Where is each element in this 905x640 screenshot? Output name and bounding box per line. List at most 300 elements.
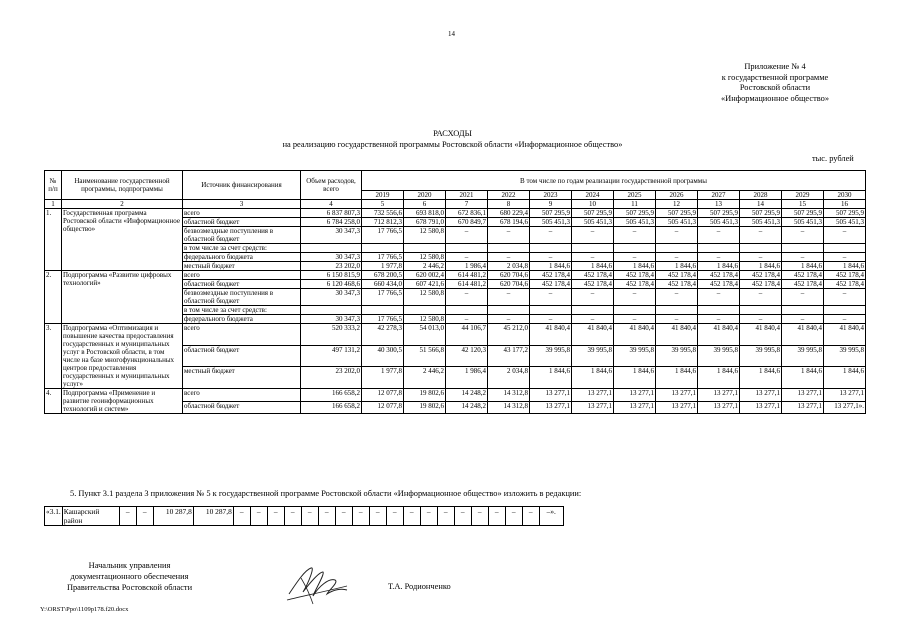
year-header: 2027: [698, 191, 740, 200]
table-row: [45, 271, 866, 280]
year-value: 452 178,4: [656, 271, 698, 280]
year-value: 1 977,8: [362, 262, 404, 271]
funding-source: областной бюджет: [183, 280, 301, 289]
total-value: [301, 244, 362, 253]
year-value: 42 278,3: [362, 324, 404, 346]
amendment-cell: 10 287,8: [153, 507, 193, 526]
amendment-cell: –: [352, 507, 369, 526]
funding-source: всего: [183, 209, 301, 218]
year-value: [740, 306, 782, 315]
year-value: –: [824, 253, 866, 262]
year-value: –: [740, 227, 782, 244]
year-value: 507 295,9: [782, 209, 824, 218]
year-value: [488, 306, 530, 315]
year-value: 41 840,4: [740, 324, 782, 346]
total-value: [301, 306, 362, 315]
column-number: 11: [614, 200, 656, 209]
title-line: РАСХОДЫ: [433, 129, 472, 138]
funding-source: безвозмездные поступления в областной бюджет: [183, 227, 301, 244]
year-value: 12 580,8: [404, 253, 446, 262]
year-value: 1 844,6: [614, 262, 656, 271]
year-value: –: [698, 315, 740, 324]
funding-source: всего: [183, 324, 301, 346]
year-value: –: [488, 253, 530, 262]
year-value: 1 844,6: [572, 262, 614, 271]
year-value: 452 178,4: [824, 271, 866, 280]
year-value: –: [488, 315, 530, 324]
year-value: 2 034,8: [488, 262, 530, 271]
column-number: 10: [572, 200, 614, 209]
year-value: 1 844,6: [656, 367, 698, 389]
year-value: 41 840,4: [656, 324, 698, 346]
year-value: 41 840,4: [824, 324, 866, 346]
year-value: –: [488, 227, 530, 244]
year-value: 41 840,4: [698, 324, 740, 346]
year-value: 12 580,8: [404, 227, 446, 244]
program-name: Подпрограмма «Оптимизация и повышение качества предоставления государственных и муниципальных услуг в Ростовской области, в том числе на базе многофункциональных центров предоставления государственных и муниципальных услуг»: [62, 324, 183, 389]
year-value: –: [614, 289, 656, 306]
funding-source: в том числе за счет средств:: [183, 244, 301, 253]
year-value: 41 840,4: [782, 324, 824, 346]
year-value: 13 277,1: [824, 389, 866, 402]
total-value: 497 131,2: [301, 345, 362, 367]
year-value: 452 178,4: [698, 271, 740, 280]
year-value: [446, 306, 488, 315]
year-value: 1 844,6: [572, 367, 614, 389]
amendment-cell: –: [301, 507, 318, 526]
funding-source: федерального бюджета: [183, 315, 301, 324]
year-value: 507 295,9: [614, 209, 656, 218]
year-value: –: [782, 315, 824, 324]
year-value: –: [824, 315, 866, 324]
amendment-cell: Кашарский район: [62, 507, 119, 526]
year-value: 13 277,1: [782, 401, 824, 414]
year-value: 12 580,8: [404, 315, 446, 324]
year-value: 1 844,6: [698, 262, 740, 271]
amendment-cell: –: [522, 507, 539, 526]
total-value: 6 120 468,6: [301, 280, 362, 289]
year-value: –: [614, 253, 656, 262]
column-number: 14: [740, 200, 782, 209]
total-value: 30 347,3: [301, 315, 362, 324]
year-value: 1 844,6: [824, 262, 866, 271]
column-number: 3: [183, 200, 301, 209]
year-value: 40 300,5: [362, 345, 404, 367]
program-name: Подпрограмма «Применение и развитие геоинформационных технологий и систем»: [62, 389, 183, 414]
year-value: 17 766,5: [362, 253, 404, 262]
total-value: 6 837 807,3: [301, 209, 362, 218]
year-value: [572, 244, 614, 253]
year-value: 732 556,6: [362, 209, 404, 218]
year-value: [782, 244, 824, 253]
amendment-cell: –».: [539, 507, 563, 526]
row-number: 3.: [45, 324, 62, 389]
signature-position: [47, 560, 212, 593]
year-value: 660 434,0: [362, 280, 404, 289]
appendix-header: [700, 62, 850, 104]
amendment-cell: –: [233, 507, 250, 526]
year-value: –: [740, 253, 782, 262]
year-value: 620 704,6: [488, 280, 530, 289]
year-value: 452 178,4: [614, 271, 656, 280]
funding-source: областной бюджет: [183, 345, 301, 367]
year-value: 452 178,4: [698, 280, 740, 289]
year-value: 452 178,4: [614, 280, 656, 289]
position-line: Начальник управления: [88, 561, 171, 570]
amendment-cell: –: [420, 507, 437, 526]
year-header: 2024: [572, 191, 614, 200]
year-value: –: [572, 289, 614, 306]
year-value: –: [740, 289, 782, 306]
funding-source: областной бюджет: [183, 401, 301, 414]
amendment-cell: –: [335, 507, 352, 526]
year-value: –: [698, 227, 740, 244]
year-value: 1 844,6: [740, 367, 782, 389]
year-value: 17 766,5: [362, 315, 404, 324]
year-value: 13 277,1: [656, 389, 698, 402]
year-value: 19 802,6: [404, 389, 446, 402]
year-value: 12 580,8: [404, 289, 446, 306]
funding-source: местный бюджет: [183, 367, 301, 389]
year-value: [404, 244, 446, 253]
year-value: 452 178,4: [740, 271, 782, 280]
year-value: 13 277,1: [698, 389, 740, 402]
amendment-cell: –: [437, 507, 454, 526]
year-value: 39 995,8: [614, 345, 656, 367]
year-value: [698, 244, 740, 253]
year-value: 14 312,8: [488, 389, 530, 402]
amendment-cell: –: [284, 507, 301, 526]
column-number: 6: [404, 200, 446, 209]
year-value: –: [782, 253, 824, 262]
year-value: –: [614, 227, 656, 244]
year-value: 680 229,4: [488, 209, 530, 218]
column-number: 5: [362, 200, 404, 209]
amendment-cell: –: [403, 507, 420, 526]
year-value: 13 277,1: [614, 389, 656, 402]
year-value: –: [782, 289, 824, 306]
funding-source: безвозмездные поступления в областной бюджет: [183, 289, 301, 306]
year-value: –: [446, 289, 488, 306]
year-value: 452 178,4: [530, 271, 572, 280]
year-value: 614 481,2: [446, 271, 488, 280]
year-value: 1 986,4: [446, 367, 488, 389]
year-value: [782, 306, 824, 315]
year-header: 2022: [488, 191, 530, 200]
amendment-cell: –: [471, 507, 488, 526]
year-value: 13 277,1: [572, 389, 614, 402]
year-value: [614, 306, 656, 315]
column-number: 12: [656, 200, 698, 209]
year-value: 505 451,3: [614, 218, 656, 227]
page-number: 14: [448, 30, 455, 38]
paragraph-5: 5. Пункт 3.1 раздела 3 приложения № 5 к государственной программе Ростовской области «Информационное общество» изложить в редакции:: [70, 489, 582, 498]
year-value: 13 277,1: [530, 401, 572, 414]
year-value: 452 178,4: [572, 280, 614, 289]
year-value: [824, 306, 866, 315]
appendix-line: «Информационное общество»: [720, 93, 830, 103]
year-value: 12 077,8: [362, 389, 404, 402]
year-value: –: [698, 253, 740, 262]
handwritten-signature-image: [283, 560, 353, 608]
column-number: 8: [488, 200, 530, 209]
amendment-cell: –: [250, 507, 267, 526]
year-value: 452 178,4: [530, 280, 572, 289]
column-numbers-row: [45, 200, 866, 209]
year-header: 2025: [614, 191, 656, 200]
row-number: 4.: [45, 389, 62, 414]
year-value: [404, 306, 446, 315]
total-value: 23 202,0: [301, 262, 362, 271]
year-value: 2 446,2: [404, 367, 446, 389]
table-row: [45, 389, 866, 402]
year-header: 2028: [740, 191, 782, 200]
total-value: 30 347,3: [301, 227, 362, 244]
year-value: 41 840,4: [614, 324, 656, 346]
position-line: документационного обеспечения: [70, 572, 189, 581]
column-number: 2: [62, 200, 183, 209]
appendix-line: Ростовской области: [739, 83, 811, 93]
year-value: 672 836,1: [446, 209, 488, 218]
year-value: 42 120,3: [446, 345, 488, 367]
year-value: 1 844,6: [656, 262, 698, 271]
year-value: 2 034,8: [488, 367, 530, 389]
year-value: [656, 306, 698, 315]
header-name: Наименование государственной программы, подпрограммы: [62, 171, 183, 200]
row-number: 1.: [45, 209, 62, 271]
amendment-cell: –: [267, 507, 284, 526]
year-value: –: [656, 315, 698, 324]
amendment-cell: –: [318, 507, 335, 526]
total-value: 23 202,0: [301, 367, 362, 389]
year-value: 1 844,6: [698, 367, 740, 389]
year-value: [362, 306, 404, 315]
year-value: –: [530, 227, 572, 244]
program-name: Подпрограмма «Развитие цифровых технологий»: [62, 271, 183, 324]
total-value: 166 658,2: [301, 389, 362, 402]
year-value: 678 791,0: [404, 218, 446, 227]
year-value: –: [824, 289, 866, 306]
year-value: 452 178,4: [782, 271, 824, 280]
year-value: 39 995,8: [572, 345, 614, 367]
funding-source: местный бюджет: [183, 262, 301, 271]
year-value: [656, 244, 698, 253]
year-value: 1 844,6: [740, 262, 782, 271]
year-value: 507 295,9: [656, 209, 698, 218]
year-value: 452 178,4: [782, 280, 824, 289]
year-value: –: [488, 289, 530, 306]
year-value: 12 077,8: [362, 401, 404, 414]
year-value: –: [446, 227, 488, 244]
total-value: 520 333,2: [301, 324, 362, 346]
year-value: –: [572, 315, 614, 324]
signatory-name: Т.А. Родионченко: [388, 582, 451, 591]
year-value: 14 248,2: [446, 401, 488, 414]
amendment-cell: –: [386, 507, 403, 526]
year-value: [614, 244, 656, 253]
year-value: 1 844,6: [782, 367, 824, 389]
year-value: –: [698, 289, 740, 306]
year-value: 39 995,8: [782, 345, 824, 367]
year-value: 1 986,4: [446, 262, 488, 271]
year-value: 452 178,4: [824, 280, 866, 289]
year-value: –: [530, 315, 572, 324]
program-name: Государственная программа Ростовской области «Информационное общество»: [62, 209, 183, 271]
total-value: 30 347,3: [301, 253, 362, 262]
year-header: 2029: [782, 191, 824, 200]
year-value: 14 312,8: [488, 401, 530, 414]
total-value: 6 150 815,9: [301, 271, 362, 280]
year-value: [740, 244, 782, 253]
year-value: 507 295,9: [824, 209, 866, 218]
table-row: [45, 324, 866, 346]
header-source: Источник финансирования: [183, 171, 301, 200]
year-value: 505 451,3: [698, 218, 740, 227]
year-value: 607 421,6: [404, 280, 446, 289]
year-value: 452 178,4: [740, 280, 782, 289]
year-value: 505 451,3: [824, 218, 866, 227]
amendment-cell: –: [136, 507, 153, 526]
year-value: –: [656, 227, 698, 244]
year-value: 693 818,0: [404, 209, 446, 218]
year-value: 17 766,5: [362, 227, 404, 244]
year-value: 39 995,8: [740, 345, 782, 367]
year-header: 2020: [404, 191, 446, 200]
year-value: 507 295,9: [572, 209, 614, 218]
amendment-cell: «3.1.: [45, 507, 63, 526]
funding-source: областной бюджет: [183, 218, 301, 227]
year-value: 507 295,9: [530, 209, 572, 218]
year-header: 2026: [656, 191, 698, 200]
year-value: 43 177,2: [488, 345, 530, 367]
column-number: 4: [301, 200, 362, 209]
column-number: 7: [446, 200, 488, 209]
year-value: 1 844,6: [782, 262, 824, 271]
year-value: –: [614, 315, 656, 324]
appendix-line: к государственной программе: [721, 72, 829, 82]
year-value: 678 200,5: [362, 271, 404, 280]
year-value: [488, 244, 530, 253]
column-number: 16: [824, 200, 866, 209]
year-value: 39 995,8: [530, 345, 572, 367]
year-value: [530, 244, 572, 253]
file-path: Y:\ORST\Ppo\1109p178.f20.docx: [40, 606, 129, 613]
amendment-cell: –: [454, 507, 471, 526]
total-value: 6 784 258,0: [301, 218, 362, 227]
year-value: 13 277,1: [740, 401, 782, 414]
column-number: 1: [45, 200, 62, 209]
year-value: 620 704,6: [488, 271, 530, 280]
expenses-table: [44, 170, 866, 414]
year-value: 13 277,1: [572, 401, 614, 414]
year-value: 507 295,9: [698, 209, 740, 218]
year-value: 505 451,3: [656, 218, 698, 227]
year-value: –: [656, 289, 698, 306]
year-value: 620 002,4: [404, 271, 446, 280]
funding-source: федерального бюджета: [183, 253, 301, 262]
table-row: [45, 209, 866, 218]
amendment-row: [45, 507, 564, 526]
year-value: 41 840,4: [572, 324, 614, 346]
year-value: [572, 306, 614, 315]
table-header-row: [45, 171, 866, 191]
year-value: [362, 244, 404, 253]
year-value: 614 481,2: [446, 280, 488, 289]
row-number: 2.: [45, 271, 62, 324]
year-value: –: [782, 227, 824, 244]
amendment-cell: –: [488, 507, 505, 526]
year-value: –: [824, 227, 866, 244]
year-value: 51 566,8: [404, 345, 446, 367]
year-value: 1 844,6: [614, 367, 656, 389]
year-value: 45 212,0: [488, 324, 530, 346]
header-no: № п/п: [45, 171, 62, 200]
year-value: 14 248,2: [446, 389, 488, 402]
year-value: 505 451,3: [530, 218, 572, 227]
year-value: –: [530, 253, 572, 262]
year-value: 712 812,3: [362, 218, 404, 227]
year-value: [824, 244, 866, 253]
unit-label: тыс. рублей: [812, 154, 854, 163]
year-value: 41 840,4: [530, 324, 572, 346]
year-value: [530, 306, 572, 315]
year-value: 54 013,0: [404, 324, 446, 346]
year-value: 452 178,4: [572, 271, 614, 280]
year-value: 13 277,1: [656, 401, 698, 414]
year-value: 1 844,6: [530, 262, 572, 271]
year-value: 505 451,3: [572, 218, 614, 227]
year-value: 1 844,6: [824, 367, 866, 389]
year-value: 505 451,3: [782, 218, 824, 227]
year-value: 39 995,8: [656, 345, 698, 367]
year-value: –: [740, 315, 782, 324]
year-value: 507 295,9: [740, 209, 782, 218]
column-number: 13: [698, 200, 740, 209]
year-value: 1 977,8: [362, 367, 404, 389]
total-value: 30 347,3: [301, 289, 362, 306]
header-by-year: В том числе по годам реализации государственной программы: [362, 171, 866, 191]
year-value: 19 802,6: [404, 401, 446, 414]
title-line: на реализацию государственной программы Ростовской области «Информационное общество»: [282, 139, 623, 149]
funding-source: всего: [183, 389, 301, 402]
year-value: 39 995,8: [698, 345, 740, 367]
position-line: Правительства Ростовской области: [66, 583, 193, 592]
amendment-cell: 10 287,8: [193, 507, 233, 526]
year-value: 678 194,6: [488, 218, 530, 227]
header-volume: Объем расходов, всего: [301, 171, 362, 200]
funding-source: в том числе за счет средств:: [183, 306, 301, 315]
column-number: 9: [530, 200, 572, 209]
year-value: 670 849,7: [446, 218, 488, 227]
year-header: 2019: [362, 191, 404, 200]
column-number: 15: [782, 200, 824, 209]
year-value: 13 277,1: [740, 389, 782, 402]
year-value: 13 277,1: [530, 389, 572, 402]
year-value: 13 277,1».: [824, 401, 866, 414]
year-value: 505 451,3: [740, 218, 782, 227]
year-value: 39 995,8: [824, 345, 866, 367]
amendment-cell: –: [369, 507, 386, 526]
year-value: 17 766,5: [362, 289, 404, 306]
year-value: –: [656, 253, 698, 262]
amendment-cell: –: [119, 507, 136, 526]
year-value: 13 277,1: [698, 401, 740, 414]
year-value: 2 446,2: [404, 262, 446, 271]
year-header: 2021: [446, 191, 488, 200]
year-value: –: [572, 227, 614, 244]
document-title: [120, 129, 785, 150]
appendix-line: Приложение № 4: [744, 62, 806, 71]
